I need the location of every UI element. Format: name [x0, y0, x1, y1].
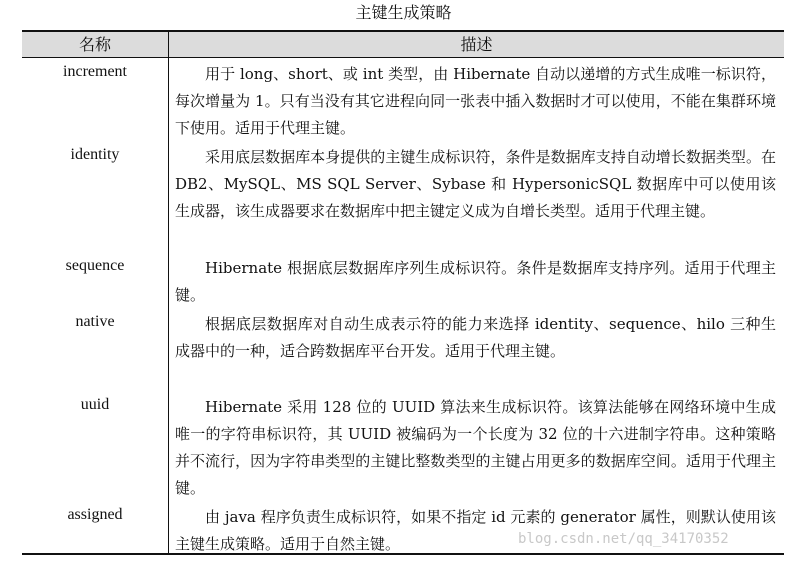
row-description: Hibernate 根据底层数据库序列生成标识符。条件是数据库支持序列。适用于代理主键。	[175, 259, 776, 304]
column-header-name: 名称	[78, 35, 111, 54]
table-caption: 主键生成策略	[355, 3, 452, 22]
row-name: native	[75, 313, 115, 330]
row-name: identity	[70, 146, 120, 163]
table-bottom-rule	[22, 553, 784, 555]
row-description: 用于 long、short、或 int 类型，由 Hibernate 自动以递增的方式生成唯一标识符，每次增量为 1。只有当没有其它进程向同一张表中插入数据时才可以使用，不能在集群环境下使用。适用于代理主键。	[175, 65, 776, 137]
row-name: uuid	[80, 396, 110, 413]
row-description: 根据底层数据库对自动生成表示符的能力来选择 identity、sequence、hilo 三种生成器中的一种，适合跨数据库平台开发。适用于代理主键。	[175, 315, 776, 360]
row-description: 采用底层数据库本身提供的主键生成标识符，条件是数据库支持自动增长数据类型。在 DB2、MySQL、MS SQL Server、Sybase 和 HypersonicSQL 数据库中可以使用该生成器，该生成器要求在数据库中把主键定义成为自增长类型。适用于代理主键。	[175, 148, 776, 220]
watermark: blog.csdn.net/qq_34170352	[518, 531, 729, 547]
row-name: sequence	[65, 257, 125, 274]
row-name: increment	[63, 63, 127, 80]
row-description: 由 java 程序负责生成标识符，如果不指定 id 元素的 generator 属性，则默认使用该主键生成策略。适用于自然主键。	[175, 508, 776, 553]
row-name: assigned	[67, 506, 123, 523]
row-description: Hibernate 采用 128 位的 UUID 算法来生成标识符。该算法能够在网络环境中生成唯一的字符串标识符，其 UUID 被编码为一个长度为 32 位的十六进制字符串。这种策略并不流行，因为字符串类型的主键比整数类型的主键占用更多的数据库空间。适用于代理主键。	[175, 398, 776, 497]
column-divider	[168, 32, 169, 553]
header-divider	[22, 57, 784, 58]
column-header-description: 描述	[460, 35, 493, 54]
